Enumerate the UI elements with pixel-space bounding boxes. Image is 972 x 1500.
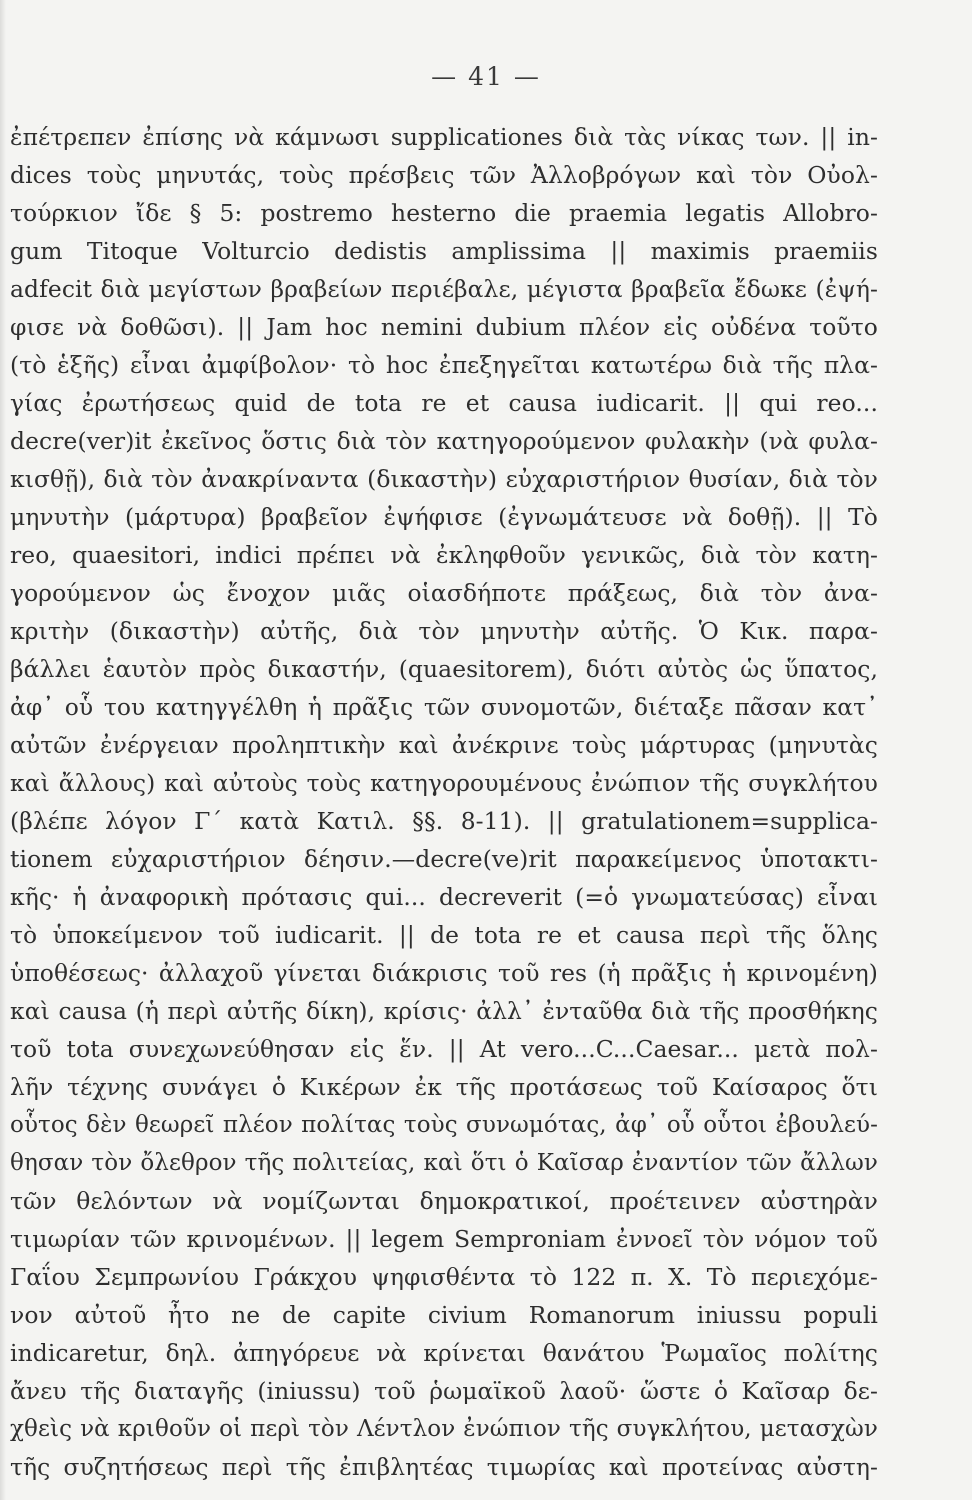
text-line: φισε νὰ δοθῶσι). || Jam hoc nemini dubium πλέον εἰς οὐδένα τοῦτο xyxy=(10,313,878,341)
text-line: ὑποθέσεως· ἀλλαχοῦ γίνεται διάκρισις τοῦ res (ἡ πρᾶξις ἡ κρινομένη) xyxy=(10,959,878,987)
text-line: indicaretur, δηλ. ἀπηγόρευε νὰ κρίνεται θανάτου Ῥωμαῖος πολίτης xyxy=(10,1339,878,1367)
text-line: χθεὶς νὰ κριθοῦν οἱ περὶ τὸν Λέντλον ἐνώπιον τῆς συγκλήτου, μετασχὼν xyxy=(10,1416,878,1442)
text-line: ἀφ᾽ οὗ του κατηγγέλθη ἡ πρᾶξις τῶν συνομοτῶν, διέταξε πᾶσαν κατ᾽ xyxy=(10,693,878,721)
text-line: γίας ἐρωτήσεως quid de tota re et causa iudicarit. || qui reo... xyxy=(10,389,878,417)
text-line: dices τοὺς μηνυτάς, τοὺς πρέσβεις τῶν Ἀλλοβρόγων καὶ τὸν Οὐολ- xyxy=(10,161,878,189)
text-line: τιμωρίαν τῶν κρινομένων. || legem Semproniam ἐννοεῖ τὸν νόμον τοῦ xyxy=(10,1225,878,1253)
text-line: gum Titoque Volturcio dedistis amplissima || maximis praemiis xyxy=(10,237,878,265)
text-line: decre(ver)it ἐκεῖνος ὅστις διὰ τὸν κατηγορούμενον φυλακὴν (νὰ φυλα- xyxy=(10,427,878,455)
text-line: tionem εὐχαριστήριον δέησιν.—decre(ve)rit παρακείμενος ὑποτακτι- xyxy=(10,845,878,873)
page-binding-shadow xyxy=(0,0,6,1500)
text-line: θησαν τὸν ὄλεθρον τῆς πολιτείας, καὶ ὅτι ὁ Καῖσαρ ἐναντίον τῶν ἄλλων xyxy=(10,1150,878,1176)
text-line: γορούμενον ὡς ἔνοχον μιᾶς οἱασδήποτε πράξεως, διὰ τὸν ἀνα- xyxy=(10,579,878,607)
text-line: λῆν τέχνης συνάγει ὁ Κικέρων ἐκ τῆς προτάσεως τοῦ Καίσαρος ὅτι xyxy=(10,1073,878,1101)
text-line: οὗτος δὲν θεωρεῖ πλέον πολίτας τοὺς συνωμότας, ἀφ᾽ οὗ οὗτοι ἐβουλεύ- xyxy=(10,1112,878,1138)
text-line: αὐτῶν ἐνέργειαν προληπτικὴν καὶ ἀνέκρινε τοὺς μάρτυρας (μηνυτὰς xyxy=(10,731,878,759)
text-line: κῆς· ἡ ἀναφορικὴ πρότασις qui... decreverit (=ὁ γνωματεύσας) εἶναι xyxy=(10,883,878,911)
text-line: κισθῇ), διὰ τὸν ἀνακρίναντα (δικαστὴν) εὐχαριστήριον θυσίαν, διὰ τὸν xyxy=(10,465,878,493)
text-line: τῶν θελόντων νὰ νομίζωνται δημοκρατικοί, προέτεινεν αὐστηρὰν xyxy=(10,1187,878,1215)
text-line: τὸ ὑποκείμενον τοῦ iudicarit. || de tota re et causa περὶ τῆς ὅλης xyxy=(10,921,878,949)
text-line: τοῦ tota συνεχωνεύθησαν εἰς ἕν. || At vero...C...Caesar... μετὰ πολ- xyxy=(10,1035,878,1063)
text-line: καὶ ἄλλους) καὶ αὐτοὺς τοὺς κατηγορουμένους ἐνώπιον τῆς συγκλήτου xyxy=(10,769,878,797)
text-line: ἐπέτρεπεν ἐπίσης νὰ κάμνωσι supplicationes διὰ τὰς νίκας των. || in- xyxy=(10,123,878,151)
text-line: (βλέπε λόγον Γ´ κατὰ Κατιλ. §§. 8-11). || gratulationem=supplica- xyxy=(10,807,878,835)
text-line: κριτὴν (δικαστὴν) αὐτῆς, διὰ τὸν μηνυτὴν αὐτῆς. Ὁ Κικ. παρα- xyxy=(10,617,878,645)
page-number: — 41 — xyxy=(431,62,541,91)
text-line: καὶ causa (ἡ περὶ αὐτῆς δίκη), κρίσις· ἀλλ᾽ ἐνταῦθα διὰ τῆς προσθήκης xyxy=(10,997,878,1025)
text-line: ἄνευ τῆς διαταγῆς (iniussu) τοῦ ῥωμαϊκοῦ λαοῦ· ὥστε ὁ Καῖσαρ δε- xyxy=(10,1377,878,1405)
text-line: τούρκιον ἴδε § 5: postremo hesterno die praemia legatis Allobro- xyxy=(10,199,878,227)
text-line: adfecit διὰ μεγίστων βραβείων περιέβαλε, μέγιστα βραβεῖα ἔδωκε (ἐψή- xyxy=(10,275,878,303)
text-line: νον αὐτοῦ ἦτο ne de capite civium Romanorum iniussu populi xyxy=(10,1301,878,1329)
text-line: reo, quaesitori, indici πρέπει νὰ ἐκληφθοῦν γενικῶς, διὰ τὸν κατη- xyxy=(10,541,878,569)
body-text xyxy=(10,118,878,1486)
text-line: μηνυτὴν (μάρτυρα) βραβεῖον ἐψήφισε (ἐγνωμάτευσε νὰ δοθῇ). || Τὸ xyxy=(10,503,878,531)
text-line: Γαΐου Σεμπρωνίου Γράκχου ψηφισθέντα τὸ 122 π. Χ. Τὸ περιεχόμε- xyxy=(10,1263,878,1291)
text-line: βάλλει ἑαυτὸν πρὸς δικαστήν, (quaesitorem), διότι αὐτὸς ὡς ὕπατος, xyxy=(10,655,878,683)
text-line: τῆς συζητήσεως περὶ τῆς ἐπιβλητέας τιμωρίας καὶ προτείνας αὐστη- xyxy=(10,1453,878,1481)
text-line: (τὸ ἑξῆς) εἶναι ἀμφίβολον· τὸ hoc ἐπεξηγεῖται κατωτέρω διὰ τῆς πλα- xyxy=(10,351,878,379)
